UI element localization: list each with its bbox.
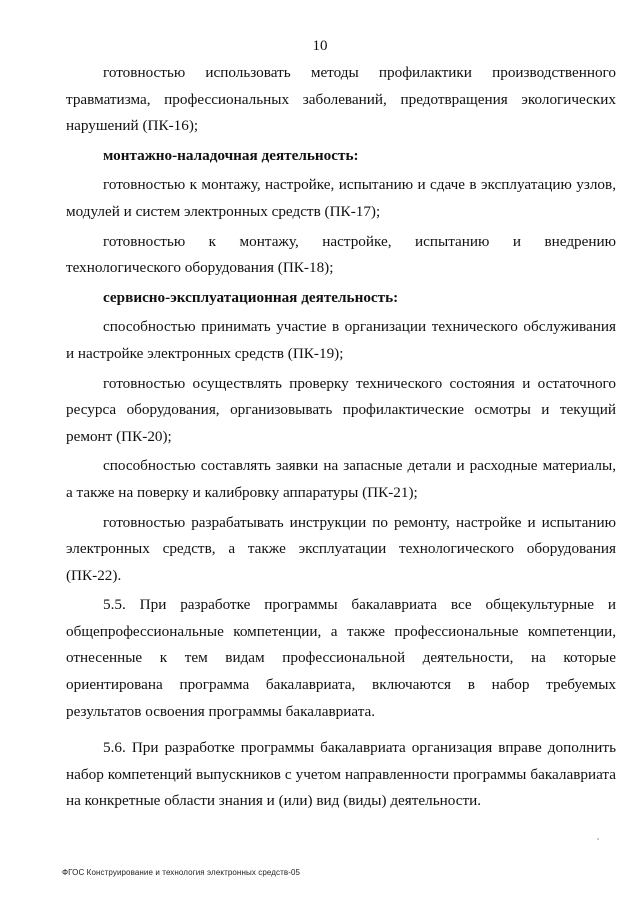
paragraph-5-6: 5.6. При разработке программы бакалавриата организация вправе дополнить набор компетенций выпускников с учетом направленности программы бакалавриата на конкретные области знания и (или) вид (виды) деятельности. — [66, 739, 616, 810]
paragraph-pk16: готовностью использовать методы профилактики производственного травматизма, профессиональных заболеваний, предотвращения экологических нарушений (ПК-16); — [66, 64, 616, 135]
page-footer: ФГОС Конструирование и технология электронных средств-05 — [62, 868, 301, 877]
paragraph-pk19: способностью принимать участие в организации технического обслуживания и настройке электронных средств (ПК-19); — [66, 318, 616, 362]
paragraph-pk21: способностью составлять заявки на запасные детали и расходные материалы, а также на поверку и калибровку аппаратуры (ПК-21); — [66, 457, 616, 501]
paragraph-pk17: готовностью к монтажу, настройке, испытанию и сдаче в эксплуатацию узлов, модулей и систем электронных средств (ПК-17); — [66, 176, 616, 220]
paragraph-pk18: готовностью к монтажу, настройке, испытанию и внедрению технологического оборудования (ПК-18); — [66, 232, 616, 277]
scan-speck — [597, 838, 599, 840]
page-number: 10 — [312, 38, 328, 54]
section-heading-service: сервисно-эксплуатационная деятельность: — [103, 288, 399, 306]
section-heading-installation: монтажно-наладочная деятельность: — [103, 146, 359, 164]
paragraph-5-5: 5.5. При разработке программы бакалавриата все общекультурные и общепрофессиональные компетенции, а также профессиональные компетенции, отнесенные к тем видам профессиональной деятельности, на которые ориентирована программа бакалавриата, включаются в набор требуемых результатов освоения программы бакалавриата. — [66, 596, 616, 720]
paragraph-pk22: готовностью разрабатывать инструкции по ремонту, настройке и испытанию электронных средств, а также эксплуатации технологического оборудования (ПК-22). — [66, 513, 616, 584]
paragraph-pk20: готовностью осуществлять проверку технического состояния и остаточного ресурса оборудования, организовывать профилактические осмотры и текущий ремонт (ПК-20); — [66, 374, 616, 445]
document-body — [66, 60, 616, 815]
